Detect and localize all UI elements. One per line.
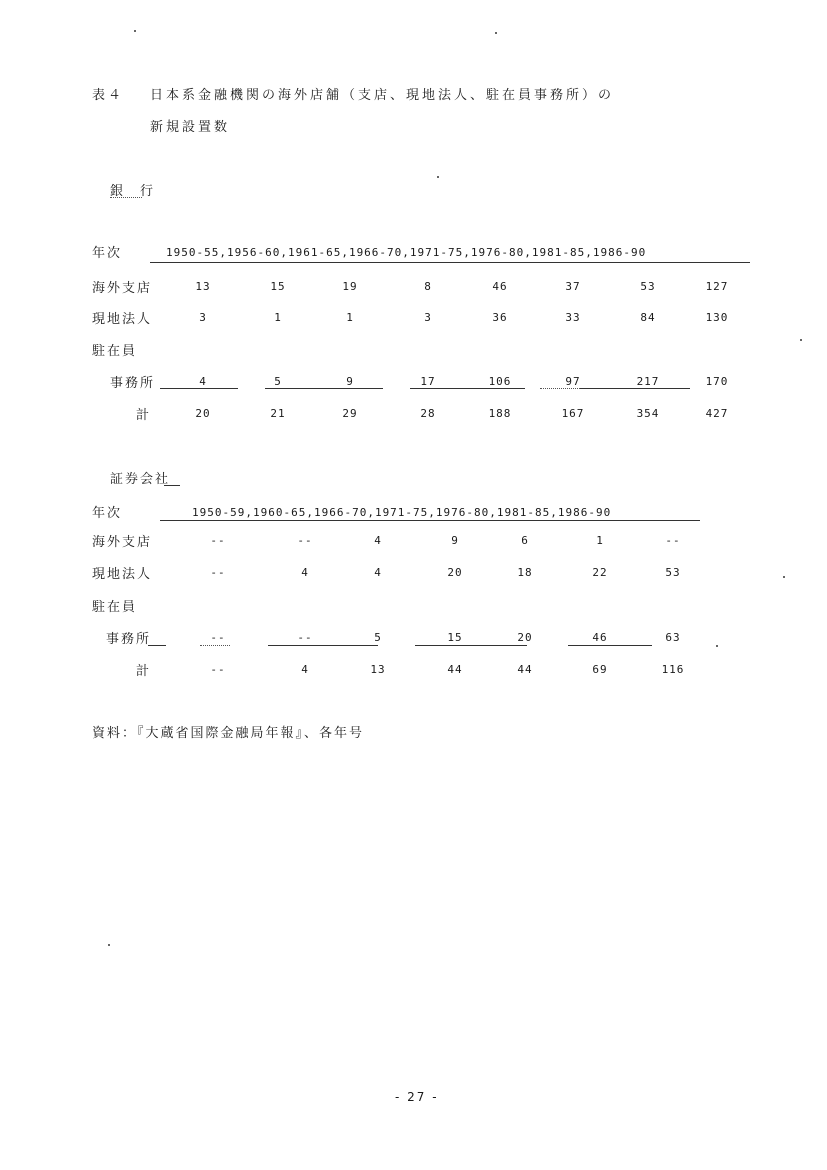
table-cell: 63 [665, 631, 681, 644]
table-cell: 18 [517, 566, 533, 579]
table-cell: 33 [565, 311, 581, 324]
row-label: 駐在員 [92, 600, 138, 615]
row-label: 現地法人 [92, 312, 153, 327]
table-cell: 13 [370, 663, 386, 676]
table-cell: 427 [705, 407, 729, 420]
table-cell: 8 [424, 280, 432, 293]
table-cell: 167 [561, 407, 585, 420]
scan-speck [495, 32, 497, 34]
securities-years: 1950-59,1960-65,1966-70,1971-75,1976-80,1981-85,1986-90 [192, 506, 612, 519]
page-number: - 27 - [395, 1090, 439, 1104]
source-note: 資料：『大蔵省国際金融局年報』、各年号 [92, 726, 365, 741]
scan-speck [437, 176, 439, 178]
table-cell: 5 [274, 375, 282, 388]
table-cell: -- [210, 663, 226, 676]
banks-year-label: 年次 [92, 246, 123, 261]
table-cell: -- [210, 631, 226, 644]
row-label: 駐在員 [92, 344, 138, 359]
table-cell: 28 [420, 407, 436, 420]
table-cell: 15 [270, 280, 286, 293]
table-cell: 44 [447, 663, 463, 676]
table-cell: 127 [705, 280, 729, 293]
table-number: 表４ [92, 88, 125, 103]
table-cell: -- [210, 566, 226, 579]
scan-speck [716, 645, 718, 647]
table-cell: 15 [447, 631, 463, 644]
table-cell: 1 [596, 534, 604, 547]
table-cell: 29 [342, 407, 358, 420]
table-cell: 36 [492, 311, 508, 324]
banks-years: 1950-55,1956-60,1961-65,1966-70,1971-75,1976-80,1981-85,1986-90 [166, 246, 647, 259]
row-label: 計 [136, 664, 152, 679]
table-cell: 46 [492, 280, 508, 293]
table-cell: 20 [447, 566, 463, 579]
table-cell: 4 [199, 375, 207, 388]
table-cell: 106 [488, 375, 512, 388]
row-label: 事務所 [106, 632, 152, 647]
table-cell: 4 [374, 566, 382, 579]
table-cell: -- [665, 534, 681, 547]
table-cell: 4 [301, 663, 309, 676]
table-cell: -- [297, 534, 313, 547]
table-cell: 1 [274, 311, 282, 324]
table-cell: 44 [517, 663, 533, 676]
table-cell: 20 [195, 407, 211, 420]
table-cell: 170 [705, 375, 729, 388]
table-cell: 4 [301, 566, 309, 579]
table-cell: 37 [565, 280, 581, 293]
scan-speck [134, 30, 136, 32]
table-cell: 116 [661, 663, 685, 676]
row-label: 海外支店 [92, 281, 153, 296]
table-cell: 97 [565, 375, 581, 388]
table-cell: 84 [640, 311, 656, 324]
table-cell: -- [297, 631, 313, 644]
securities-heading: 証券会社 [110, 472, 171, 487]
table-cell: 19 [342, 280, 358, 293]
table-title-line1: 日本系金融機関の海外店舗（支店、現地法人、駐在員事務所）の [150, 88, 615, 103]
table-cell: 354 [636, 407, 660, 420]
table-cell: 130 [705, 311, 729, 324]
table-cell: 9 [451, 534, 459, 547]
table-cell: 4 [374, 534, 382, 547]
table-cell: 17 [420, 375, 436, 388]
table-cell: 6 [521, 534, 529, 547]
table-cell: 69 [592, 663, 608, 676]
table-cell: 21 [270, 407, 286, 420]
table-cell: 9 [346, 375, 354, 388]
table-cell: 46 [592, 631, 608, 644]
table-cell: 22 [592, 566, 608, 579]
row-label: 計 [136, 408, 152, 423]
row-label: 海外支店 [92, 535, 153, 550]
table-cell: 20 [517, 631, 533, 644]
table-cell: 1 [346, 311, 354, 324]
table-cell: 188 [488, 407, 512, 420]
banks-heading: 銀 行 [110, 184, 156, 199]
table-cell: 5 [374, 631, 382, 644]
table-title-line2: 新規設置数 [150, 120, 231, 135]
securities-year-label: 年次 [92, 506, 123, 521]
scan-speck [800, 339, 802, 341]
row-label: 現地法人 [92, 567, 153, 582]
table-cell: 53 [640, 280, 656, 293]
table-cell: 3 [424, 311, 432, 324]
table-cell: 3 [199, 311, 207, 324]
table-cell: 217 [636, 375, 660, 388]
table-cell: 53 [665, 566, 681, 579]
table-cell: -- [210, 534, 226, 547]
row-label: 事務所 [110, 376, 156, 391]
scan-speck [783, 576, 785, 578]
table-cell: 13 [195, 280, 211, 293]
scan-speck [108, 944, 110, 946]
